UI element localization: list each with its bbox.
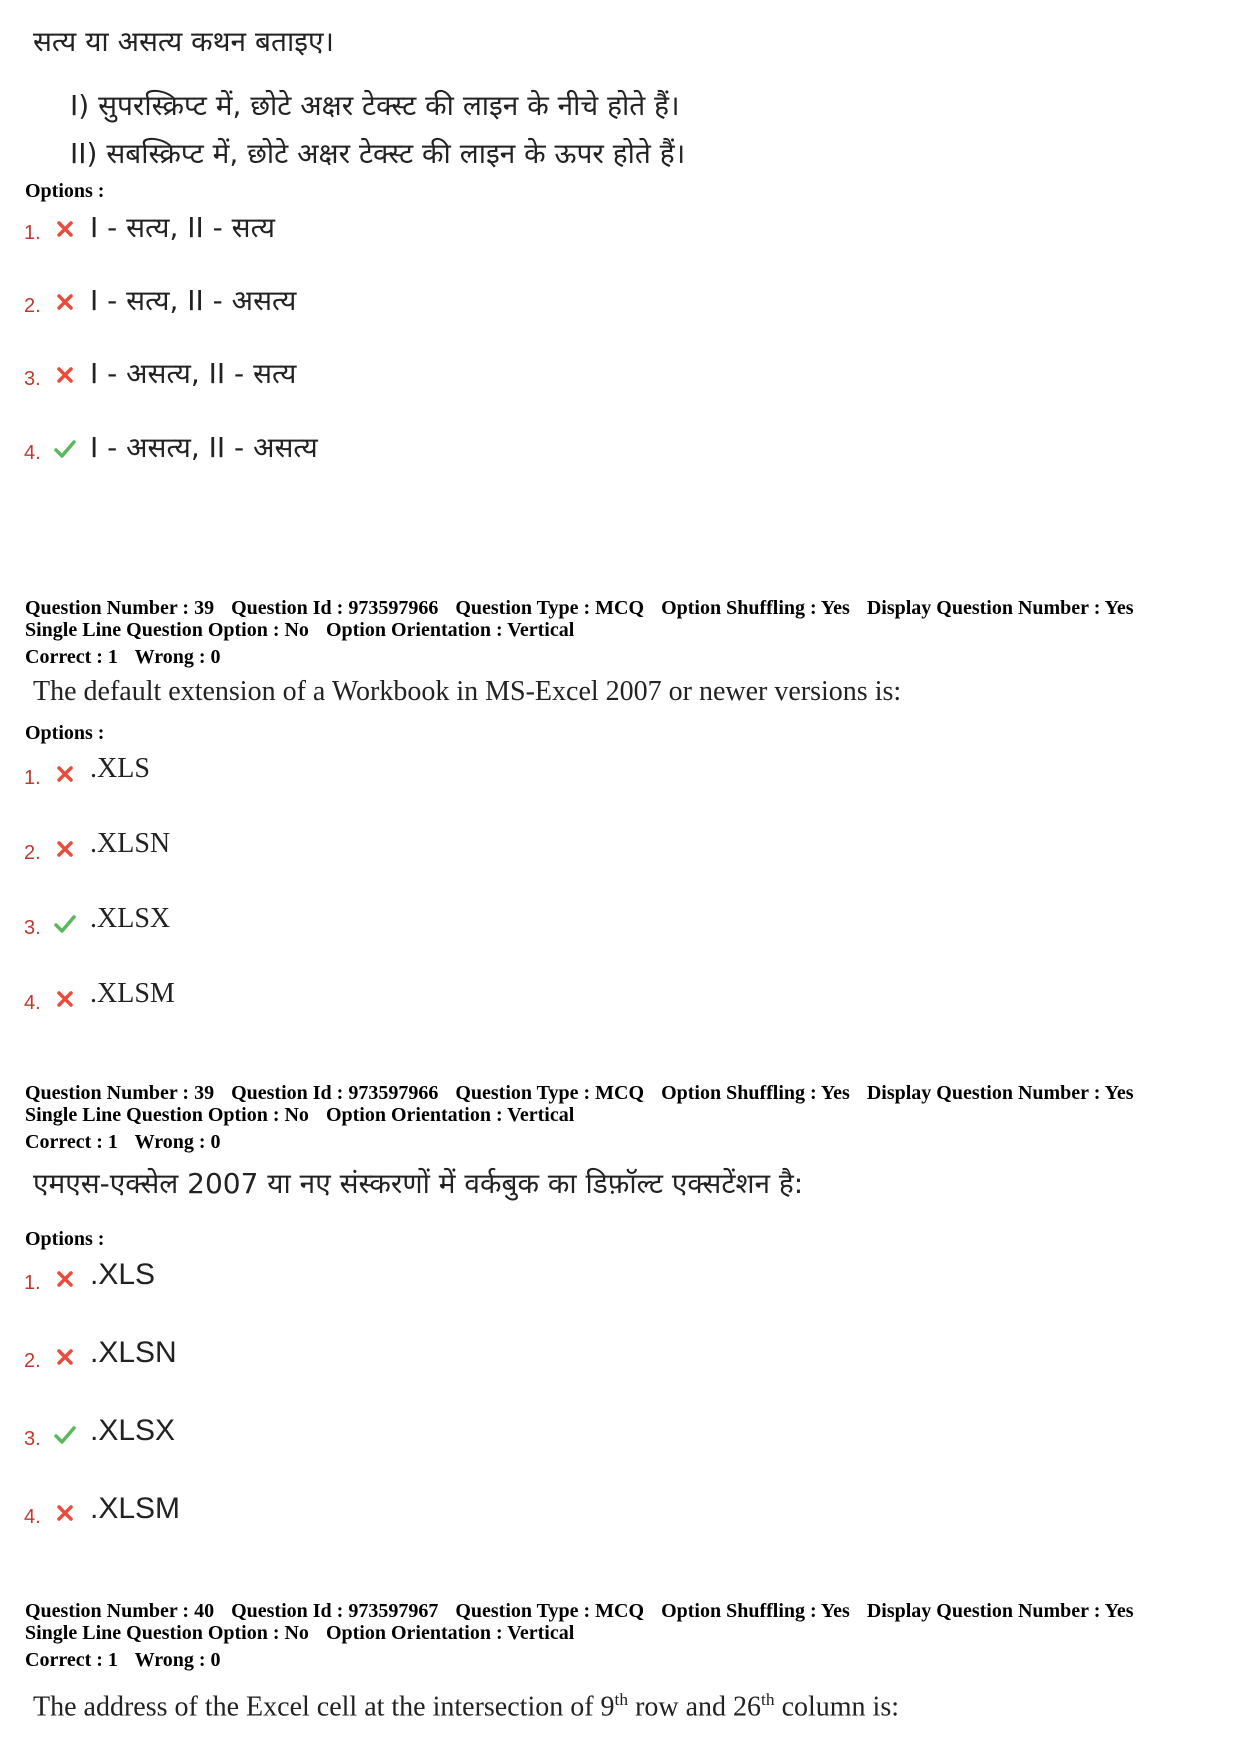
- option-number: 1.: [24, 1272, 41, 1294]
- question-text: एमएस-एक्सेल 2007 या नए संस्करणों में वर्कबुक का डिफ़ॉल्ट एक्सटेंशन है:: [33, 1167, 804, 1200]
- option-number: 4.: [24, 1506, 41, 1528]
- option-4: [24, 1492, 824, 1532]
- option-shuffling: Option Shuffling : Yes: [661, 1600, 850, 1622]
- option-1: [24, 753, 824, 793]
- correct-marks: Correct : 1: [25, 1131, 118, 1153]
- question-text-part: The address of the Excel cell at the intersection of 9: [33, 1691, 615, 1723]
- question-type: Question Type : MCQ: [455, 1600, 645, 1622]
- wrong-marks: Wrong : 0: [134, 646, 221, 668]
- cross-icon: [54, 1268, 76, 1290]
- cross-icon: [54, 838, 76, 860]
- option-4: [24, 428, 824, 468]
- question-text: [33, 1690, 1213, 1723]
- option-text: .XLS: [90, 1258, 156, 1291]
- single-line-option: Single Line Question Option : No: [25, 619, 309, 641]
- option-number: 1.: [24, 767, 41, 789]
- option-shuffling: Option Shuffling : Yes: [661, 1082, 850, 1104]
- question-number: Question Number : 39: [25, 597, 215, 619]
- options-label: Options :: [25, 722, 105, 744]
- option-2: [24, 281, 824, 321]
- cross-icon: [54, 763, 76, 785]
- option-number: 4.: [24, 992, 41, 1014]
- question-id: Question Id : 973597967: [231, 1600, 439, 1622]
- superscript: th: [761, 1690, 775, 1709]
- wrong-marks: Wrong : 0: [134, 1131, 221, 1153]
- question-number: Question Number : 39: [25, 1082, 215, 1104]
- cross-icon: [54, 1346, 76, 1368]
- question-number: Question Number : 40: [25, 1600, 215, 1622]
- cross-icon: [54, 1502, 76, 1524]
- question-type: Question Type : MCQ: [455, 597, 645, 619]
- display-question-number: Display Question Number : Yes: [866, 1600, 1134, 1622]
- single-line-option: Single Line Question Option : No: [25, 1622, 309, 1644]
- check-icon: [54, 913, 76, 935]
- option-text: I - असत्य, II - असत्य: [90, 431, 318, 464]
- option-number: 2.: [24, 295, 41, 317]
- question-text-part: column is:: [774, 1691, 900, 1723]
- option-number: 3.: [24, 368, 41, 390]
- option-number: 1.: [24, 222, 41, 244]
- option-shuffling: Option Shuffling : Yes: [661, 597, 850, 619]
- display-question-number: Display Question Number : Yes: [866, 597, 1134, 619]
- cross-icon: [54, 218, 76, 240]
- option-text: I - असत्य, II - सत्य: [90, 357, 297, 390]
- option-orientation: Option Orientation : Vertical: [325, 1104, 575, 1126]
- check-icon: [54, 438, 76, 460]
- option-4: [24, 978, 824, 1018]
- options-label: Options :: [25, 180, 105, 202]
- cross-icon: [54, 364, 76, 386]
- option-orientation: Option Orientation : Vertical: [325, 619, 575, 641]
- option-number: 3.: [24, 917, 41, 939]
- option-number: 3.: [24, 1428, 41, 1450]
- option-1: [24, 1258, 824, 1298]
- question-id: Question Id : 973597966: [231, 597, 439, 619]
- question-id: Question Id : 973597966: [231, 1082, 439, 1104]
- option-text: .XLSX: [90, 1414, 176, 1447]
- question-meta: [25, 1600, 1225, 1671]
- option-number: 2.: [24, 842, 41, 864]
- option-3: [24, 1414, 824, 1454]
- option-3: [24, 354, 824, 394]
- question-meta: [25, 1082, 1225, 1153]
- options-label: Options :: [25, 1228, 105, 1250]
- question-text: The default extension of a Workbook in MS-Excel 2007 or newer versions is:: [33, 676, 902, 707]
- statement-2: II) सबस्क्रिप्ट में, छोटे अक्षर टेक्स्ट की लाइन के ऊपर होते हैं।: [70, 137, 686, 170]
- cross-icon: [54, 988, 76, 1010]
- option-number: 2.: [24, 1350, 41, 1372]
- question-type: Question Type : MCQ: [455, 1082, 645, 1104]
- option-text: I - सत्य, II - सत्य: [90, 211, 275, 244]
- option-text: .XLSN: [90, 1336, 177, 1369]
- option-text: .XLSX: [90, 903, 171, 934]
- cross-icon: [54, 291, 76, 313]
- option-text: .XLSN: [90, 828, 171, 859]
- option-text: .XLS: [90, 753, 150, 784]
- display-question-number: Display Question Number : Yes: [866, 1082, 1134, 1104]
- wrong-marks: Wrong : 0: [134, 1649, 221, 1671]
- option-text: I - सत्य, II - असत्य: [90, 284, 297, 317]
- correct-marks: Correct : 1: [25, 646, 118, 668]
- correct-marks: Correct : 1: [25, 1649, 118, 1671]
- superscript: th: [614, 1690, 629, 1709]
- option-2: [24, 828, 824, 868]
- statement-1: I) सुपरस्क्रिप्ट में, छोटे अक्षर टेक्स्ट की लाइन के नीचे होते हैं।: [70, 89, 680, 122]
- option-text: .XLSM: [90, 978, 175, 1009]
- option-number: 4.: [24, 442, 41, 464]
- option-text: .XLSM: [90, 1492, 181, 1525]
- single-line-option: Single Line Question Option : No: [25, 1104, 309, 1126]
- option-2: [24, 1336, 824, 1376]
- question-text-part: row and 26: [628, 1691, 762, 1723]
- check-icon: [54, 1424, 76, 1446]
- question-text: सत्य या असत्य कथन बताइए।: [33, 25, 335, 58]
- question-meta: [25, 597, 1225, 668]
- option-3: [24, 903, 824, 943]
- option-1: [24, 208, 824, 248]
- option-orientation: Option Orientation : Vertical: [325, 1622, 575, 1644]
